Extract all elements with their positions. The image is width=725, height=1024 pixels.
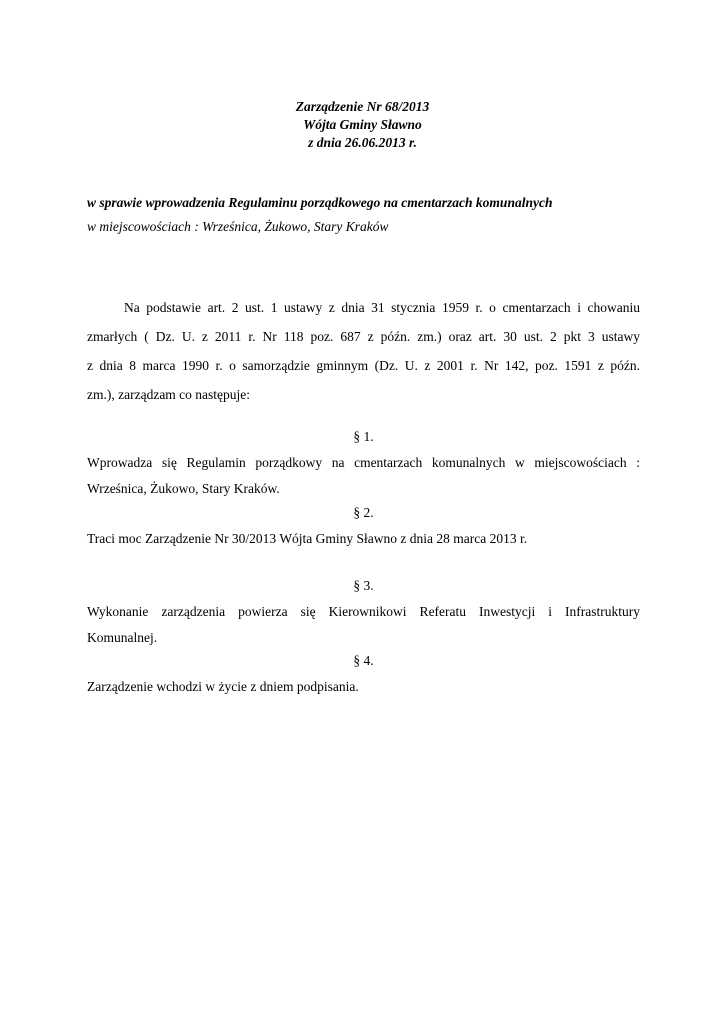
document-header xyxy=(0,98,725,152)
legal-basis-paragraph xyxy=(87,293,640,409)
section-text-line: Wykonanie zarządzenia powierza się Kierownikowi Referatu Inwestycji i Infrastruktury xyxy=(87,604,640,619)
section-2 xyxy=(87,500,640,552)
section-heading: § 2. xyxy=(353,505,374,520)
document-subject xyxy=(87,191,647,239)
subject-line-2: w miejscowościach : Wrześnica, Żukowo, Stary Kraków xyxy=(87,219,389,234)
preamble-line-3: z dnia 8 marca 1990 r. o samorządzie gminnym (Dz. U. z 2001 r. Nr 142, poz. 1591 z późn. xyxy=(87,358,640,373)
section-text-line: Wrześnica, Żukowo, Stary Kraków. xyxy=(87,481,280,496)
section-text-line: Zarządzenie wchodzi w życie z dniem podpisania. xyxy=(87,679,359,694)
section-heading: § 4. xyxy=(353,653,374,668)
section-heading: § 1. xyxy=(353,429,374,444)
section-text-line: Wprowadza się Regulamin porządkowy na cmentarzach komunalnych w miejscowościach : xyxy=(87,455,640,470)
preamble-line-1: Na podstawie art. 2 ust. 1 ustawy z dnia 31 stycznia 1959 r. o cmentarzach i chowaniu xyxy=(124,300,640,315)
section-1 xyxy=(87,424,640,502)
section-4 xyxy=(87,648,640,700)
subject-line-1: w sprawie wprowadzenia Regulaminu porządkowego na cmentarzach komunalnych xyxy=(87,195,553,210)
order-date: z dnia 26.06.2013 r. xyxy=(308,135,417,150)
section-text-line: Traci moc Zarządzenie Nr 30/2013 Wójta Gminy Sławno z dnia 28 marca 2013 r. xyxy=(87,531,528,546)
issuer: Wójta Gminy Sławno xyxy=(303,117,422,132)
order-number: Zarządzenie Nr 68/2013 xyxy=(295,99,430,114)
section-3 xyxy=(87,573,640,651)
section-text-line: Komunalnej. xyxy=(87,630,158,645)
preamble-line-4: zm.), zarządzam co następuje: xyxy=(87,387,251,402)
section-heading: § 3. xyxy=(353,578,374,593)
preamble-line-2: zmarłych ( Dz. U. z 2011 r. Nr 118 poz. 687 z późn. zm.) oraz art. 30 ust. 2 pkt 3 ustawy xyxy=(87,329,640,344)
